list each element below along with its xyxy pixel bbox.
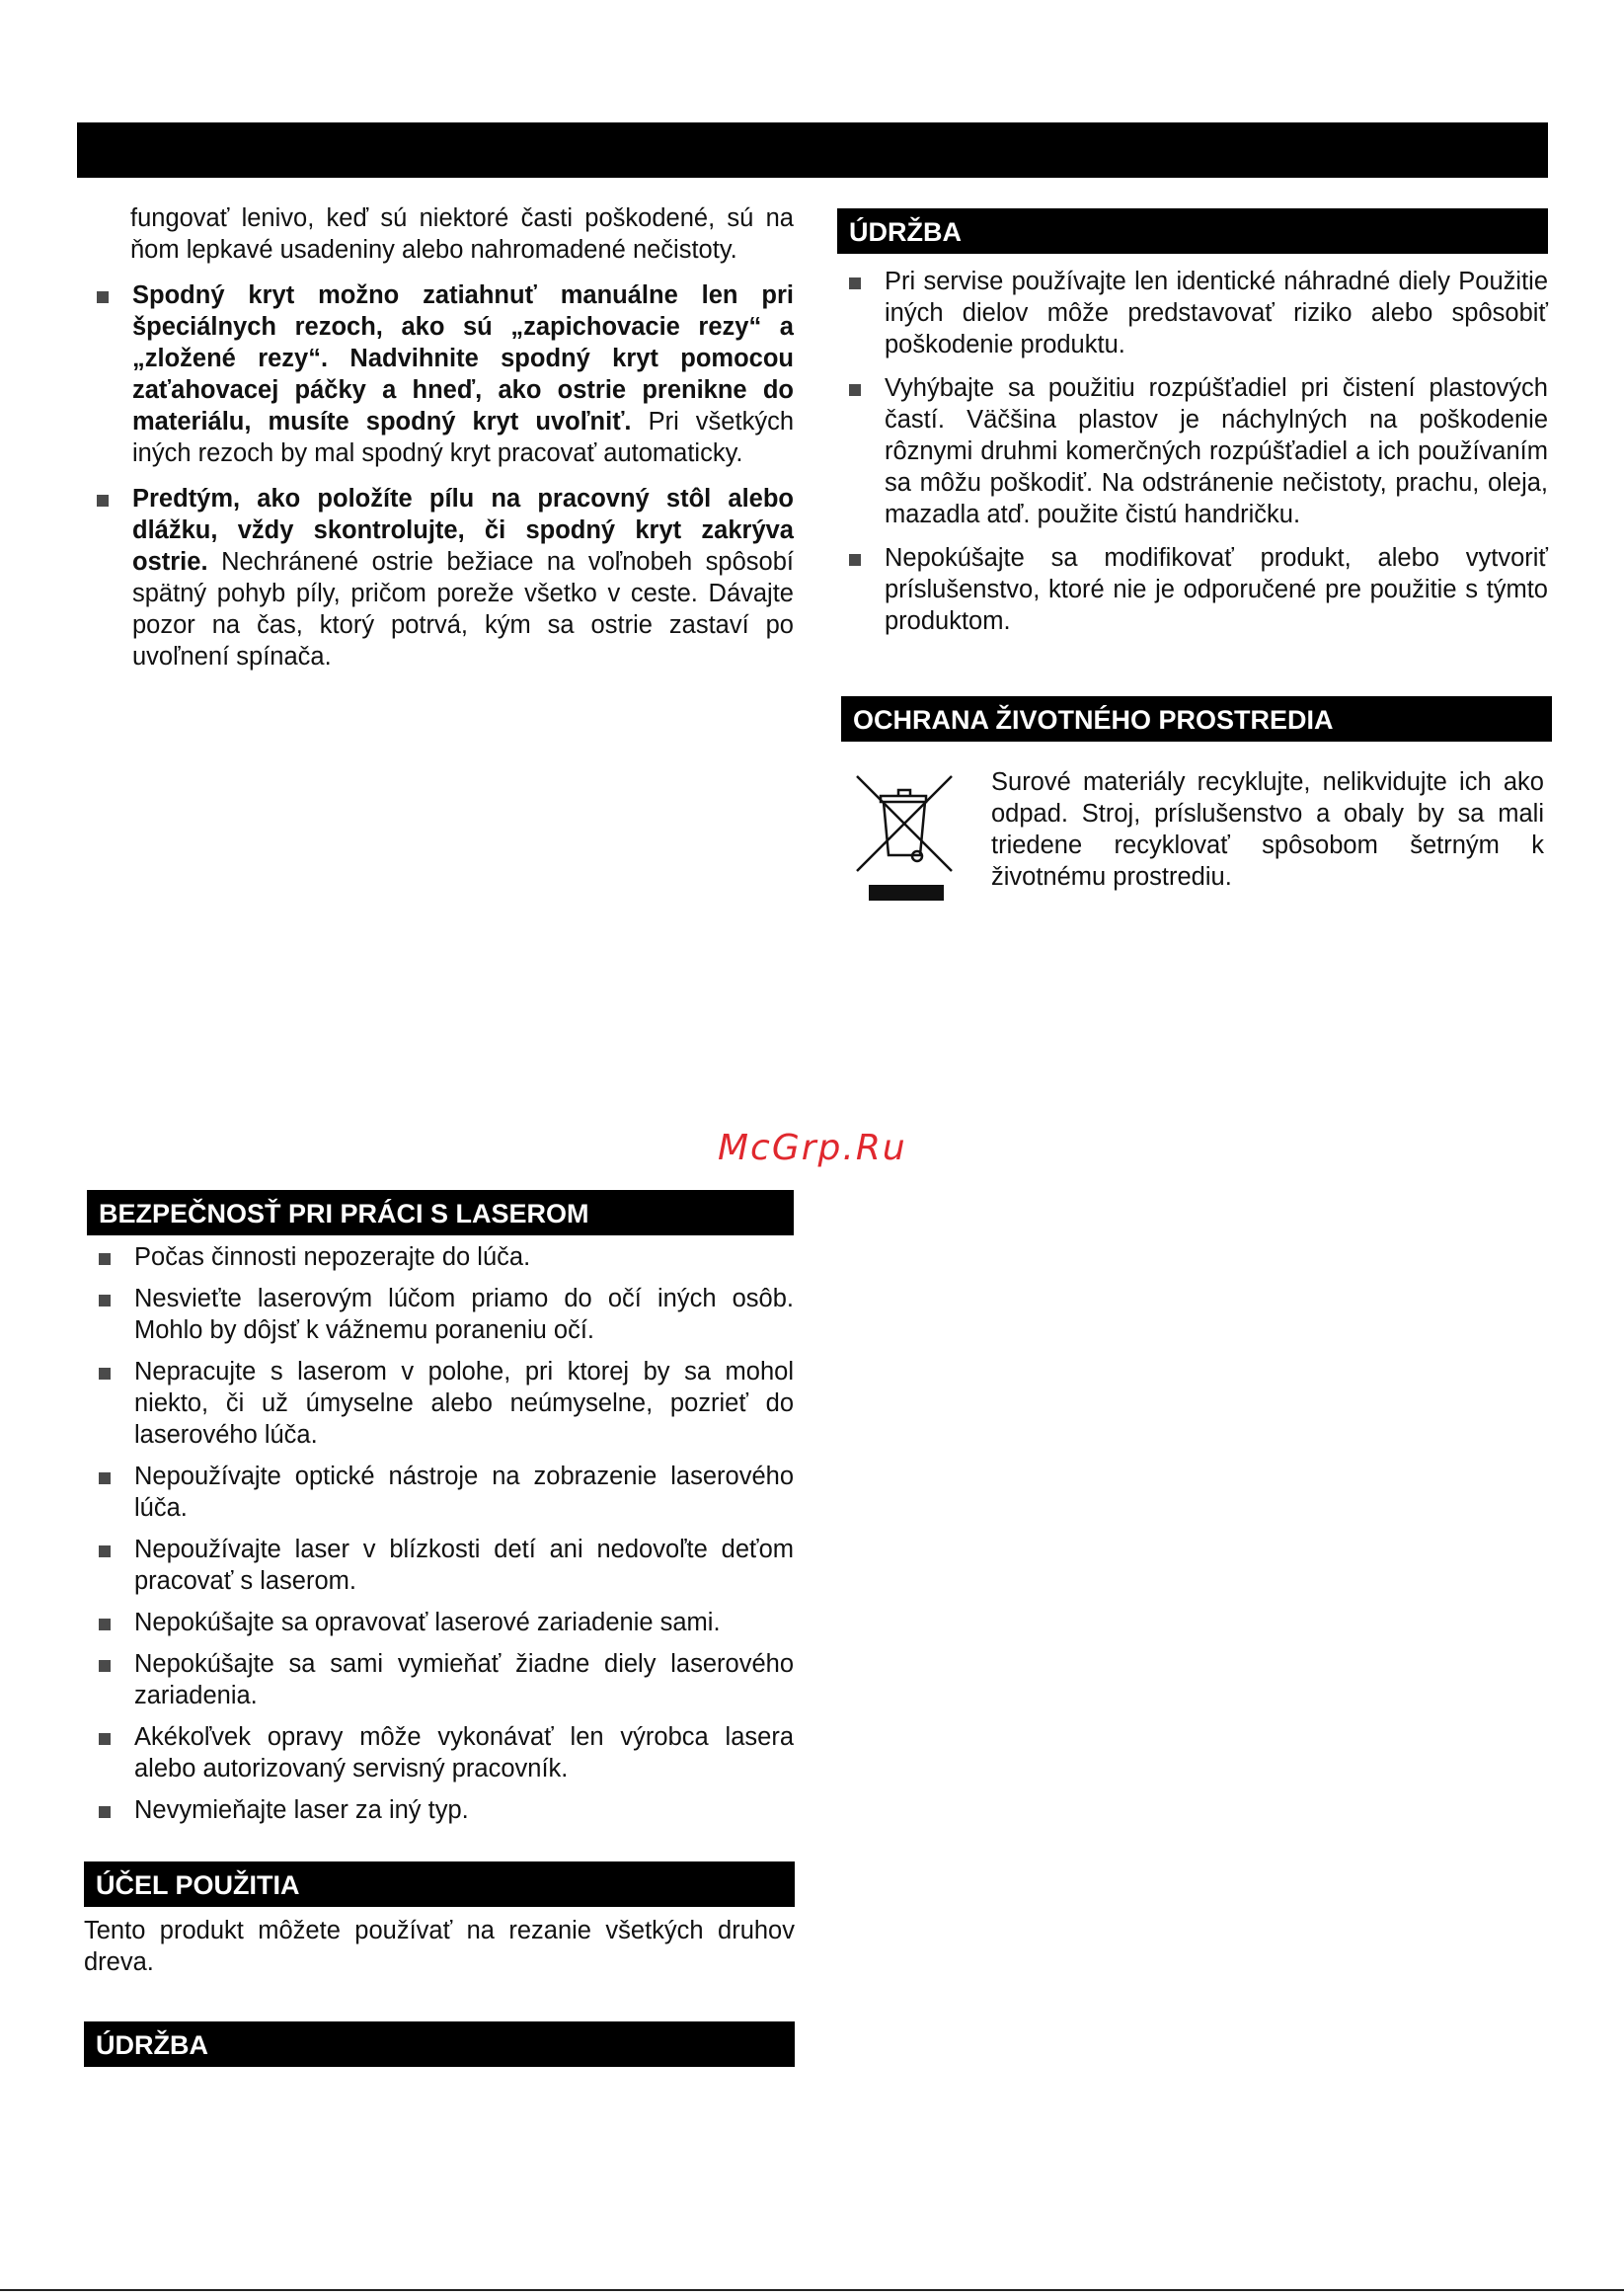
bullet-icon <box>849 554 861 566</box>
laser-list <box>87 1241 794 1826</box>
list-item-text: Nevymieňajte laser za iný typ. <box>134 1796 469 1824</box>
list-item-bold: Predtým, ako položíte pílu na pracovný stôl alebo dlážku, vždy skontrolujte, či spodný kryt zakrýva ostrie. <box>132 485 794 576</box>
list-item-text: Nesvieťte laserovým lúčom priamo do očí iných osôb. Mohlo by dôjsť k vážnemu poraneniu očí. <box>134 1285 794 1344</box>
weee-crossed-bin-icon <box>851 768 960 907</box>
list-item-text: Nepoužívajte laser v blízkosti detí ani nedovoľte deťom pracovať s laserom. <box>134 1536 794 1595</box>
footer-divider <box>0 2289 1624 2291</box>
list-item-text: Vyhýbajte sa použitiu rozpúšťadiel pri čistení plastových častí. Väčšina plastov je náchylných na poškodenie rôznymi druhmi komerčných rozpúšťadiel a ich používaním sa môžu poškodiť. Na odstránenie nečistoty, prachu, oleja, mazadla atď. použite čistú handričku. <box>885 374 1548 528</box>
bullet-icon <box>99 1545 111 1557</box>
bullet-icon <box>99 1660 111 1672</box>
bullet-icon <box>849 384 861 396</box>
bullet-icon <box>99 1733 111 1745</box>
section-heading: OCHRANA ŽIVOTNÉHO PROSTREDIA <box>841 696 1552 742</box>
continuation-paragraph: fungovať lenivo, keď sú niektoré časti poškodené, sú na ňom lepkavé usadeniny alebo nahromadené nečistoty. <box>130 204 794 264</box>
left-top-section <box>85 202 794 673</box>
maintenance-right-section <box>837 208 1548 637</box>
list-item <box>87 1794 794 1826</box>
list-item <box>87 1648 794 1711</box>
list-item <box>837 266 1548 360</box>
list-item <box>87 1607 794 1638</box>
section-heading: ÚDRŽBA <box>84 2021 795 2067</box>
list-item-text: Nechránené ostrie bežiace na voľnobeh spôsobí spätný pohyb píly, pričom poreže všetko v ceste. Dávajte pozor na čas, ktorý potrvá, kým sa ostrie zastaví po uvoľnení spínača. <box>132 548 794 671</box>
environment-section <box>841 696 1552 742</box>
bullet-icon <box>99 1295 111 1306</box>
list-item-text: Akékoľvek opravy môže vykonávať len výrobca lasera alebo autorizovaný servisný pracovník. <box>134 1723 794 1782</box>
bullet-icon <box>97 495 109 507</box>
list-item <box>87 1721 794 1784</box>
watermark: McGrp.Ru <box>718 1128 907 1168</box>
list-item <box>85 279 794 469</box>
list-item-text: Pri servise používajte len identické náhradné diely Použitie iných dielov môže predstavovať riziko alebo spôsobiť poškodenie produktu. <box>885 268 1548 358</box>
maintenance-left-section <box>84 2021 795 2067</box>
list-item-text: Pri všetkých iných rezoch by mal spodný kryt pracovať automaticky. <box>132 408 794 467</box>
environment-text: Surové materiály recyklujte, nelikvidujte ich ako odpad. Stroj, príslušenstvo a obaly by sa mali triedene recyklovať spôsobom šetrným k životnému prostrediu. <box>991 768 1544 891</box>
bullet-icon <box>99 1253 111 1265</box>
list-item <box>87 1241 794 1273</box>
list-item <box>87 1461 794 1524</box>
bullet-icon <box>97 291 109 303</box>
section-heading: ÚČEL POUŽITIA <box>84 1861 795 1907</box>
bullet-icon <box>99 1806 111 1818</box>
list-item-text: Počas činnosti nepozerajte do lúča. <box>134 1243 531 1271</box>
list-item <box>837 542 1548 637</box>
bullet-icon <box>99 1472 111 1484</box>
bullet-icon <box>99 1368 111 1380</box>
laser-safety-section <box>87 1190 794 1826</box>
page-header-bar <box>77 122 1548 178</box>
list-item-bold: Spodný kryt možno zatiahnuť manuálne len pri špeciálnych rezoch, ako sú „zapichovacie rezy“ a „zložené rezy“. Nadvihnite spodný kryt pomocou zaťahovacej páčky a hneď, ako ostrie prenikne do materiálu, musíte spodný kryt uvoľniť. <box>132 281 794 435</box>
list-item-text: Nepokúšajte sa opravovať laserové zariadenie sami. <box>134 1609 721 1636</box>
list-item <box>87 1283 794 1346</box>
list-item-text: Nepokúšajte sa modifikovať produkt, alebo vytvoriť príslušenstvo, ktoré nie je odporučené pre použitie s týmto produktom. <box>885 544 1548 635</box>
purpose-section <box>84 1861 795 1978</box>
list-item <box>87 1356 794 1451</box>
list-item-text: Nepracujte s laserom v polohe, pri ktorej by sa mohol niekto, či už úmyselne alebo neúmyselne, pozrieť do laserového lúča. <box>134 1358 794 1449</box>
section-heading: BEZPEČNOSŤ PRI PRÁCI S LASEROM <box>87 1190 794 1235</box>
list-item <box>87 1534 794 1597</box>
list-item <box>837 372 1548 530</box>
section-heading: ÚDRŽBA <box>837 208 1548 254</box>
list-item-text: Nepokúšajte sa sami vymieňať žiadne diely laserového zariadenia. <box>134 1650 794 1709</box>
purpose-text: Tento produkt môžete používať na rezanie všetkých druhov dreva. <box>84 1917 795 1976</box>
bullet-icon <box>849 277 861 289</box>
bullet-icon <box>99 1619 111 1630</box>
list-item <box>85 483 794 673</box>
list-item-text: Nepoužívajte optické nástroje na zobrazenie laserového lúča. <box>134 1463 794 1522</box>
